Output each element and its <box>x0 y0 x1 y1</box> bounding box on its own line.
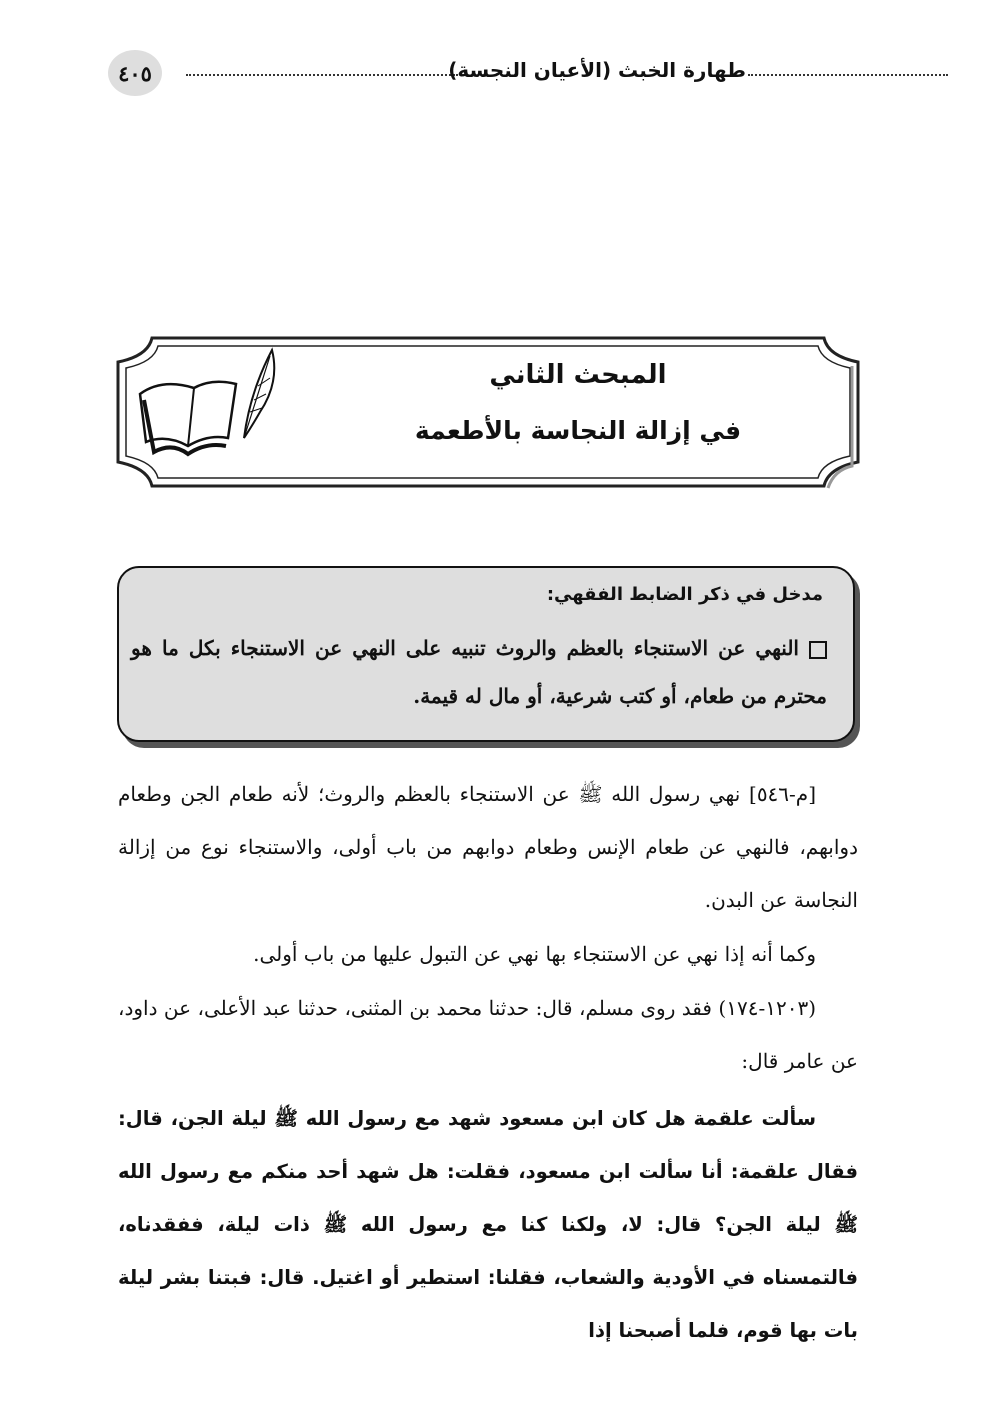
running-title: طهارة الخبث (الأعيان النجسة) <box>448 58 746 82</box>
body-paragraph-1: [م-٥٤٦] نهي رسول الله ﷺ عن الاستنجاء بالعظم والروث؛ لأنه طعام الجن وطعام دوابهم، فالنهي عن طعام الإنس وطعام دوابهم من باب أولى، والاستنجاء نوع من إزالة النجاسة عن البدن. <box>118 782 858 912</box>
rule-heading: مدخل في ذكر الضابط الفقهي: <box>546 584 823 605</box>
hadith-quote-paragraph: سألت علقمة هل كان ابن مسعود شهد مع رسول الله ﷺ ليلة الجن، قال: فقال علقمة: أنا سألت ابن مسعود، فقلت: هل شهد أحد منكم مع رسول الله ﷺ ليلة الجن؟ قال: لا، ولكنا كنا مع رسول الله ﷺ ذات ليلة، ففقدناه، فالتمسناه في الأودية والشعاب، فقلنا: استطير أو اغتيل. قال: فبتنا بشر ليلة بات بها قوم، فلما أصبحنا إذا <box>118 1107 858 1342</box>
body-paragraph-2: وكما أنه إذا نهي عن الاستنجاء بها نهي عن التبول عليها من باب أولى. <box>253 942 816 966</box>
section-title: المبحث الثاني <box>489 360 667 390</box>
header-dotted-leader-left <box>186 74 458 76</box>
rule-text-block <box>131 624 827 720</box>
page-number: ٤٠٥ <box>108 50 162 96</box>
rule-text: النهي عن الاستنجاء بالعظم والروث تنبيه على النهي عن الاستنجاء بكل ما هو محترم من طعام، أو كتب شرعية، أو مال له قيمة. <box>131 636 827 708</box>
jurisprudential-rule-box <box>117 566 855 742</box>
header-dotted-leader-right <box>748 74 948 76</box>
running-header <box>108 50 848 98</box>
body-paragraph-3: (١٢٠٣-١٧٤) فقد روى مسلم، قال: حدثنا محمد بن المثنى، حدثنا عبد الأعلى، عن داود، عن عامر قال: <box>118 996 858 1073</box>
section-subtitle: في إزالة النجاسة بالأطعمة <box>414 416 742 445</box>
book-and-quill-icon <box>132 342 282 462</box>
section-title-frame <box>112 332 864 492</box>
checkbox-bullet-icon <box>809 641 827 659</box>
